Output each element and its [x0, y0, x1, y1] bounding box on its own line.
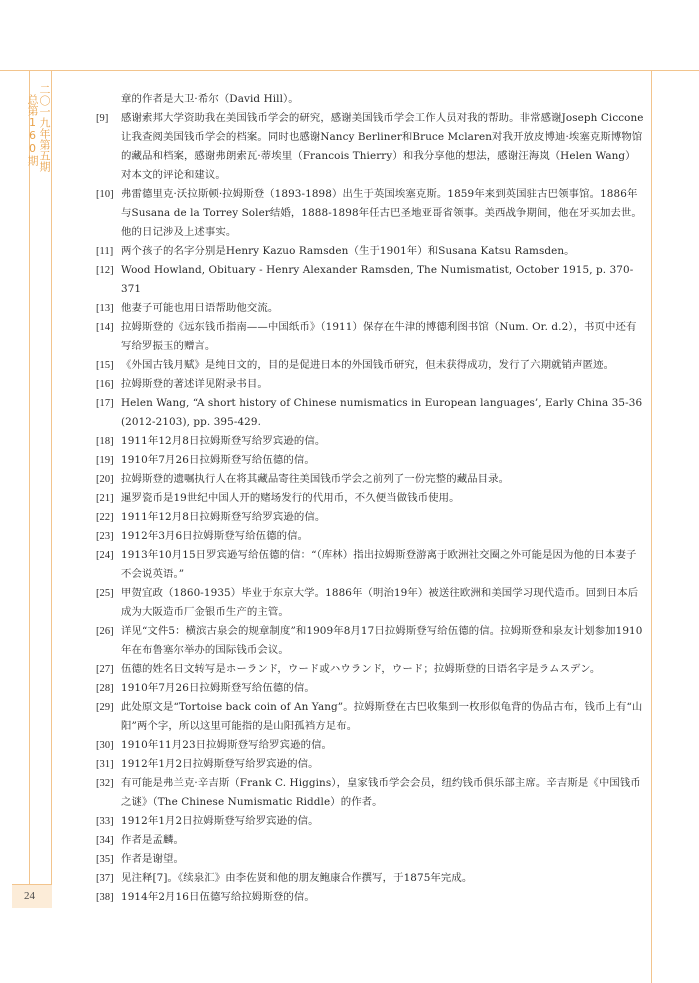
note-number: [18] — [96, 436, 114, 447]
note-number: [31] — [96, 759, 114, 770]
note-number: [23] — [96, 531, 114, 542]
note-text: 作者是孟麟。 — [121, 834, 184, 846]
note-text: 有可能是弗兰克·辛吉斯（Frank C. Higgins），皇家钱币学会会员，纽约钱币俱乐部主席。辛吉斯是《中国钱币之谜》（The Chinese Numismatic Riddle）的作者。 — [121, 777, 641, 808]
note-item — [96, 356, 646, 375]
note-text: 伍德的姓名日文转写是ホーランド，ウード或ハウランド，ウード；拉姆斯登的日语名字是ラムスデン。 — [121, 663, 601, 675]
note-text: 1910年11月23日拉姆斯登写给罗宾逊的信。 — [121, 739, 333, 751]
note-number: [15] — [96, 360, 114, 371]
note-number: [20] — [96, 474, 114, 485]
note-number: [17] — [96, 398, 114, 409]
note-number: [38] — [96, 892, 114, 903]
note-text: 1912年1月2日拉姆斯登写给罗宾逊的信。 — [121, 758, 319, 770]
note-item — [96, 755, 646, 774]
note-text: 1911年12月8日拉姆斯登写给罗宾逊的信。 — [121, 511, 326, 523]
note-item — [96, 375, 646, 394]
note-number: [12] — [96, 265, 114, 276]
note-text: 弗雷德里克·沃拉斯顿·拉姆斯登（1893-1898）出生于英国埃塞克斯。1859年来到英国驻古巴领事馆。1886年与Susana de la Torrey Soler结婚，1888-1898年任古巴圣地亚哥省领事。美西战争期间，他在牙买加去世。他的日记涉及上述事实。 — [121, 188, 642, 238]
note-text: 暹罗瓷币是19世纪中国人开的赌场发行的代用币，不久便当做钱币使用。 — [121, 492, 460, 504]
note-number: [34] — [96, 835, 114, 846]
note-text: 拉姆斯登的《远东钱币指南——中国纸币》（1911）保存在牛津的博德利图书馆（Num. Or. d.2），书页中还有写给罗振玉的赠言。 — [121, 321, 637, 352]
note-number: [21] — [96, 493, 114, 504]
note-item — [96, 394, 646, 432]
note-text: 1914年2月16日伍德写给拉姆斯登的信。 — [121, 891, 315, 903]
note-item — [96, 831, 646, 850]
total-issue-text: 总第160期 — [26, 94, 39, 166]
note-item — [96, 850, 646, 869]
note-number: [10] — [96, 189, 114, 200]
note-item — [96, 584, 646, 622]
note-text: 1913年10月15日罗宾逊写给伍德的信：“（库林）指出拉姆斯登游离于欧洲社交圈之外可能是因为他的日本妻子不会说英语。” — [121, 549, 637, 580]
page-number: 24 — [12, 884, 52, 908]
note-item — [96, 660, 646, 679]
note-number: [14] — [96, 322, 114, 333]
note-item — [96, 261, 646, 299]
note-number: [29] — [96, 702, 114, 713]
note-item — [96, 489, 646, 508]
note-item — [96, 185, 646, 242]
note-number: [27] — [96, 664, 114, 675]
endnotes-list — [96, 90, 646, 907]
note-item — [96, 470, 646, 489]
note-text: 详见“文件5：横滨古泉会的规章制度”和1909年8月17日拉姆斯登写给伍德的信。拉姆斯登和泉友计划参加1910年在布鲁塞尔举办的国际钱币会议。 — [121, 625, 643, 656]
note-number: [13] — [96, 303, 114, 314]
note-number: [25] — [96, 588, 114, 599]
note-number: [16] — [96, 379, 114, 390]
note-number: [9] — [96, 113, 109, 124]
note-item — [96, 109, 646, 185]
note-number: [19] — [96, 455, 114, 466]
note-item — [96, 318, 646, 356]
note-number: [22] — [96, 512, 114, 523]
top-rule — [0, 70, 699, 71]
note-item — [96, 869, 646, 888]
note-number: [30] — [96, 740, 114, 751]
note-item — [96, 451, 646, 470]
note-text: 两个孩子的名字分别是Henry Kazuo Ramsden（生于1901年）和Susana Katsu Ramsden。 — [121, 245, 575, 257]
note-item — [96, 546, 646, 584]
issue-label — [26, 84, 51, 172]
note-text: 他妻子可能也用日语帮助他交流。 — [121, 302, 279, 314]
note-text: 1911年12月8日拉姆斯登写给罗宾逊的信。 — [121, 435, 326, 447]
note-item — [96, 508, 646, 527]
note-item — [96, 679, 646, 698]
side-margin — [26, 70, 51, 983]
note-text: 见注释[7]。《续泉汇》由李佐贤和他的朋友鲍康合作撰写，于1875年完成。 — [121, 872, 473, 884]
note-number: [28] — [96, 683, 114, 694]
note-item — [96, 736, 646, 755]
note-text: 1912年3月6日拉姆斯登写给伍德的信。 — [121, 530, 309, 542]
note-item — [96, 242, 646, 261]
note-number: [11] — [96, 246, 114, 257]
note-item — [96, 527, 646, 546]
note-number: [32] — [96, 778, 114, 789]
note-number: [35] — [96, 854, 114, 865]
note-item — [96, 622, 646, 660]
note-item — [96, 698, 646, 736]
note-text: 作者是谢望。 — [121, 853, 184, 865]
note-item — [96, 299, 646, 318]
side-margin-box — [29, 70, 52, 906]
note-text: 1910年7月26日拉姆斯登写给伍德的信。 — [121, 454, 315, 466]
note-number: [24] — [96, 550, 114, 561]
note-text: 甲贺宜政（1860-1935）毕业于东京大学。1886年（明治19年）被送往欧洲和美国学习现代造币。回到日本后成为大阪造币厂金银币生产的主管。 — [121, 587, 639, 618]
right-margin-rule — [651, 70, 652, 983]
note-text: 拉姆斯登的著述详见附录书目。 — [121, 378, 268, 390]
note-number: [26] — [96, 626, 114, 637]
note-text: 1910年7月26日拉姆斯登写给伍德的信。 — [121, 682, 315, 694]
note-text: 感谢索邦大学资助我在美国钱币学会的研究，感谢美国钱币学会工作人员对我的帮助。非常感谢Joseph Ciccone让我查阅美国钱币学会的档案。同时也感谢Nancy Berliner和Bruce Mclaren对我开放皮博迪·埃塞克斯博物馆的藏品和档案，感谢弗朗索瓦·蒂埃里（Francois Thierry）和我分享他的想法，感谢汪海岚（Helen Wang）对本文的评论和建议。 — [121, 112, 644, 181]
note-item — [96, 90, 646, 109]
note-item — [96, 432, 646, 451]
note-text: 此处原文是“Tortoise back coin of An Yang”。拉姆斯登在古巴收集到一枚形似龟背的伪品古布，钱币上有“山阳”两个字，所以这里可能指的是山阳孤裆方足布。 — [121, 701, 643, 732]
note-item — [96, 774, 646, 812]
issue-label-text: 二〇一九年第五期 — [38, 84, 51, 172]
note-text: Helen Wang, “A short history of Chinese numismatics in European languages’, Early China 35-36 (2012-2103), pp. 395-429. — [121, 397, 643, 428]
note-text: 拉姆斯登的遗嘱执行人在将其藏品寄往美国钱币学会之前列了一份完整的藏品目录。 — [121, 473, 510, 485]
note-item — [96, 888, 646, 907]
note-number: [33] — [96, 816, 114, 827]
note-text: Wood Howland, Obituary - Henry Alexander Ramsden, The Numismatist, October 1915, p. 370-371 — [121, 264, 634, 295]
note-text: 《外国古钱月赋》是纯日文的，目的是促进日本的外国钱币研究，但未获得成功，发行了六期就销声匿迹。 — [121, 359, 615, 371]
note-text: 章的作者是大卫·希尔（David Hill）。 — [121, 93, 299, 105]
note-text: 1912年1月2日拉姆斯登写给罗宾逊的信。 — [121, 815, 319, 827]
note-number: [37] — [96, 873, 114, 884]
note-item — [96, 812, 646, 831]
